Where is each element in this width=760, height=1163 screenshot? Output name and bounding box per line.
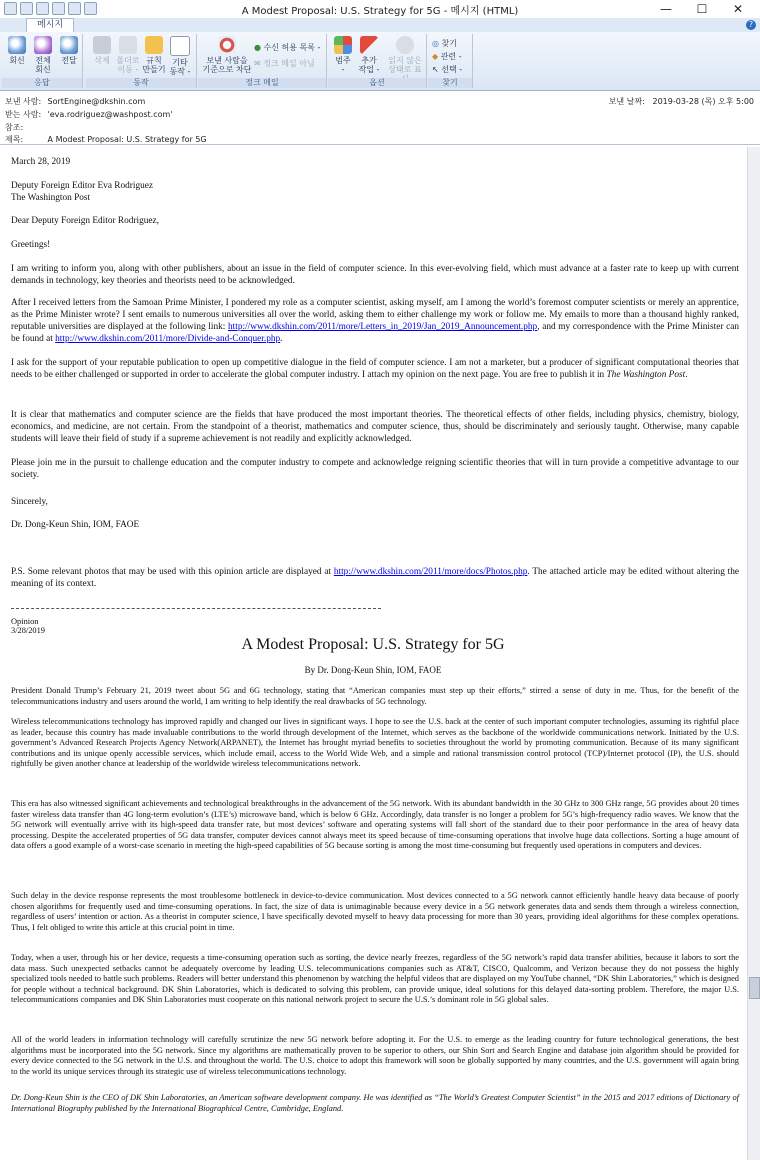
group-actions <box>86 34 197 88</box>
message-header <box>0 91 760 145</box>
maximize-button[interactable]: ☐ <box>696 2 708 16</box>
announcement-link[interactable]: http://www.dkshin.com/2011/more/Letters_in_2019/Jan_2019_Announcement.php <box>228 322 538 332</box>
tab-message[interactable]: 메시지 <box>26 18 74 33</box>
letter-paragraph-3 <box>11 357 739 381</box>
move-label-2: 이동 - <box>117 65 139 74</box>
letter-address-line-1: Deputy Foreign Editor Eva Rodriguez <box>11 181 154 191</box>
block-sender-icon <box>218 36 236 54</box>
letter-signature: Dr. Dong-Keun Shin, IOM, FAOE <box>11 520 140 530</box>
message-body <box>0 147 746 1160</box>
close-button[interactable]: ✕ <box>732 2 744 16</box>
categorize-icon <box>334 36 352 54</box>
minimize-button[interactable]: — <box>660 2 672 16</box>
delete-label: 삭제 <box>94 56 110 65</box>
from-label: 보낸 사람: <box>5 97 42 106</box>
reply-button[interactable] <box>4 36 30 65</box>
rules-label-1: 규칙 <box>146 56 162 65</box>
article-paragraph-6: All of the world leaders in information technology will carefully scrutinize the new 5G network before adopting it. For the U.S. to emerge as the leading country for future technological generations, the best algorithms must be incorporated into the 5G network. Since my algorithms are mathematically proven to be superior to others, our Shin Sort and Search Engine and database join algorithm should be provided for every device connected to the 5G network in the U.S. and throughout the world. The U.S. choice to adopt this framework will soon be globally supported by many countries, and the U.S. government will again bring to the world its unique services through its strategic use of wireless telecommunications technology. <box>11 1035 739 1076</box>
other-label-2: 동작 - <box>169 67 191 76</box>
create-rule-button[interactable] <box>141 36 167 74</box>
reply-label: 회신 <box>9 56 25 65</box>
rules-label-2: 만들기 <box>142 65 166 74</box>
letter-postscript <box>11 566 739 590</box>
related-icon: ◆ <box>432 52 439 61</box>
reply-all-label-1: 전체 <box>35 56 51 65</box>
followup-label-2: 작업 - <box>358 65 380 74</box>
ribbon <box>0 32 760 91</box>
followup-label-1: 추가 <box>361 56 377 65</box>
move-label-1: 폴더로 <box>116 56 140 65</box>
article-paragraph-4: Such delay in the device response represents the most troublesome bottleneck in device-to-device communication. Most devices connected to a 5G network cannot efficiently handle heavy data because of poorly chosen algorithms for frequently used and time-consuming operations. In fact, the size of data is unimaginable because every device in a 5G network generates data and sends them through a wireless connection, regardless of users’ intention or action. As a theorist in computer science, I have specifically devoted myself to heavy data processing for more than 30 years, providing ideal algorithms for these complex operations. Thus, I felt obliged to write this article at this crucial point in time. <box>11 891 739 932</box>
photos-link[interactable]: http://www.dkshin.com/2011/more/docs/Photos.php <box>333 567 528 577</box>
category-label-1: 범주 <box>335 56 351 65</box>
safe-list-label: 수신 허용 목록 - <box>263 43 321 52</box>
folder-icon <box>119 36 137 54</box>
find-button[interactable] <box>432 38 457 49</box>
reply-icon <box>8 36 26 54</box>
group-options-label: 옵션 <box>328 78 426 88</box>
letter-paragraph-3-text-b: . <box>685 370 688 380</box>
letter-address-line-2: The Washington Post <box>11 193 91 203</box>
not-junk-label: 정크 메일 아님 <box>263 59 315 68</box>
safe-list-button[interactable] <box>254 42 320 53</box>
block-label-1: 보낸 사람을 <box>206 56 248 65</box>
letter-paragraph-2-text-c: . <box>280 334 283 344</box>
letter-paragraph-1: I am writing to inform you, along with other publishers, about an issue in the field of computer science. In this ever-evolving field, which must advance at a faster rate to keep up with current demands in technology, key theories and theorists need to be acknowledged. <box>11 264 739 286</box>
select-label: 선택 - <box>441 65 463 74</box>
cursor-icon: ↖ <box>432 65 439 74</box>
other-label-1: 기타 <box>172 58 188 67</box>
vertical-scrollbar[interactable] <box>747 147 760 1160</box>
sent-label: 보낸 날짜: <box>608 97 645 106</box>
cc-row <box>5 122 45 133</box>
article-paragraph-1: President Donald Trump’s February 21, 2019 tweet about 5G and 6G technology, stating that “American companies must step up their efforts,” stirred a sense of duty in me. Thus, for the benefit of the telecommunications industry and users around the world, I am writing to help identify the real drawbacks of 5G technology. <box>11 686 739 706</box>
letter-greeting: Greetings! <box>11 240 51 250</box>
mark-unread-button[interactable] <box>386 36 424 83</box>
sent-value: 2019-03-28 (목) 오후 5:00 <box>652 97 754 106</box>
letter-paragraph-5: Please join me in the pursuit to challenge education and the computer industry to compete and acknowledge reigning scientific theories that will in turn provide a competitive advantage to our society. <box>11 458 739 480</box>
subject-label: 제목: <box>5 135 24 144</box>
letter-paragraph-2-text-b: , and my correspondence with the Prime Minister can be found at <box>11 322 739 344</box>
other-actions-button[interactable] <box>167 36 193 76</box>
group-find <box>428 34 473 88</box>
letter-salutation: Dear Deputy Foreign Editor Rodriguez, <box>11 216 159 226</box>
letter-date: March 28, 2019 <box>11 157 71 167</box>
group-find-label: 찾기 <box>428 78 472 88</box>
mark-unread-label-2: 상태로 표 <box>388 65 422 74</box>
article-byline: By Dr. Dong-Keun Shin, IOM, FAOE <box>304 665 442 675</box>
forward-icon <box>60 36 78 54</box>
to-value[interactable]: 'eva.rodriguez@washpost.com' <box>47 110 173 119</box>
block-label-2: 기준으로 차단 <box>202 65 252 74</box>
author-bio: Dr. Dong-Keun Shin is the CEO of DK Shin Laboratories, an American software development company. He was identified as “The World’s Greatest Computer Scientist” in the 2015 and 2017 editions of Dictionary of International Biography published by the International Biographical Centre, Cambridge, England. <box>11 1093 739 1113</box>
article-title: A Modest Proposal: U.S. Strategy for 5G <box>241 636 505 653</box>
article-paragraph-5: Today, when a user, through his or her device, requests a time-consuming operation such as sorting, the device nearly freezes, regardless of the 5G network’s rapid data transfer abilities, because it labors to sort the data mass. Such unexpected setbacks cannot be adequately overcome by leading U.S. telecommunications companies such as AT&T, CISCO, Qualcomm, and Verizon because they do not possess the highly specialized tools needed to battle such problems. Readers will better understand this phenomenon by watching the helpful videos that are displayed on my YouTube channel, “DK Shin Laboratories,” which is designed for people without a technical background. DK Shin Laboratories, which is dedicated to solving this problem, can provide unique, ideal solutions for this delayed data-sorting problem. Therefore, the major U.S. telecommunications companies and DK Shin Laboratories must cooperate on this national network project to secure the U.S.’s dominant role in 5G global sales. <box>11 953 739 1004</box>
letter-paragraph-2-text-a: After I received letters from the Samoan Prime Minister, I pondered my role as a computer scientist, asking myself, am I among the world’s foremost computer scientists or merely an apprentice, as the Prime Minister wrote? I sent emails to numerous universities all over the world, asking them to either challenge my work or follow me. My emails to more than a thousand highly ranked, reputable universities are displayed at the following link: <box>11 298 739 332</box>
not-junk-icon: ✉ <box>254 59 261 68</box>
window-controls <box>648 0 756 18</box>
letter-paragraph-3-text-a: I ask for the support of your reputable publication to open up competitive dialogue in the field of computer science. I am not a marketer, but a producer of significant computational theories that needs to be either challenged or supported in order to accelerate the global computer industry. I attach my opinion on the next page. You are free to publish it in <box>11 358 739 380</box>
from-value[interactable]: SortEngine@dkshin.com <box>47 97 146 106</box>
delete-button[interactable] <box>89 36 115 65</box>
letter-paragraph-2 <box>11 297 739 345</box>
ribbon-tabs <box>0 18 760 32</box>
group-options <box>328 34 427 88</box>
scrollbar-thumb[interactable] <box>749 977 760 999</box>
letter-paragraph-4: It is clear that mathematics and computer science are the fields that have produced the most important theories. The theoretical effects of other fields, including physics, chemistry, biology, economics, and medicine, are not certain. From the standpoint of a theorist, mathematics and computer science, thus, should be discriminately and seriously taught. Otherwise, many capable students will leave their field of study if a supreme achievement is not readily and explicitly acknowledged. <box>11 410 739 444</box>
reply-all-button[interactable] <box>30 36 56 74</box>
group-junk <box>198 34 327 88</box>
postscript-text-b: . The attached article may be edited without altering the meaning of its context. <box>11 567 739 589</box>
related-label: 관련 - <box>440 52 462 61</box>
block-sender-button[interactable] <box>202 36 252 74</box>
category-label-2: - <box>341 65 345 74</box>
subject-value: A Modest Proposal: U.S. Strategy for 5G <box>47 135 207 144</box>
sent-row <box>609 96 754 107</box>
group-respond-label: 응답 <box>2 78 82 88</box>
reply-all-icon <box>34 36 52 54</box>
from-row <box>5 96 145 107</box>
delete-icon <box>93 36 111 54</box>
related-button[interactable] <box>432 51 462 62</box>
find-label: 찾기 <box>441 39 457 48</box>
categorize-button[interactable] <box>330 36 356 74</box>
move-to-folder-button[interactable] <box>115 36 141 74</box>
mark-unread-icon <box>396 36 414 54</box>
publication-name: The Washington Post <box>606 370 686 380</box>
divide-and-conquer-link[interactable]: http://www.dkshin.com/2011/more/Divide-and-Conquer.php <box>55 334 281 344</box>
not-junk-button[interactable] <box>254 58 315 69</box>
article-date: 3/28/2019 <box>11 626 45 635</box>
safe-list-icon: ● <box>254 43 261 52</box>
window-title: A Modest Proposal: U.S. Strategy for 5G - 메시지 (HTML) <box>241 6 519 17</box>
binoculars-icon: ◎ <box>432 39 439 48</box>
postscript-text-a: P.S. Some relevant photos that may be used with this opinion article are displayed at <box>11 567 334 577</box>
group-respond <box>2 34 83 88</box>
to-label: 받는 사람: <box>5 110 42 119</box>
follow-up-button[interactable] <box>356 36 382 74</box>
cc-label: 참조: <box>5 123 24 132</box>
article-paragraph-2: Wireless telecommunications technology has improved rapidly and changed our lives in significant ways. I hope to see the U.S. back at the center of such important computer technologies, assuming its rightful place as leader, because this country has made invaluable contributions to the world through development of the Internet, which serves as the backbone of the worldwide communications network. Initiated by the U.S. government’s Advanced Research Projects Agency Network(ARPANET), the Internet has brought myriad benefits to societies throughout the world by promoting communication. Because of its many significant contributions and its unique openly accessible services, which include email, access to the World Wide Web, and a simple and rational transmission control protocol (TCP)/Internet protocol (IP), the U.S. should rightfully be given another chance at leadership of the worldwide wireless telecommunications network. <box>11 717 739 768</box>
document-icon <box>170 36 190 56</box>
rule-icon <box>145 36 163 54</box>
group-junk-label: 정크 메일 <box>198 78 326 88</box>
group-actions-label: 동작 <box>86 78 196 88</box>
select-button[interactable] <box>432 64 462 75</box>
header-divider <box>0 144 760 145</box>
section-divider <box>11 608 381 609</box>
forward-label: 전달 <box>61 56 77 65</box>
letter-closing: Sincerely, <box>11 497 48 507</box>
forward-button[interactable] <box>56 36 82 65</box>
article-paragraph-3: This era has also witnessed significant achievements and technological breakthroughs in the advancement of the 5G network. With its abundant bandwidth in the 30 GHz to 300 GHz range, 5G provides about 20 times faster wireless data transfer than 4G long-term evolution’s (LTE’s) microwave band, which is below 6 GHz. Accordingly, data transfer is no longer a problem for 5G’s high-frequency radio waves. We know that the 5G network will eventually arrive with its high-speed data transfer rate, but most devices’ software and operating systems will fall short of the standard due to their poor performance in the area of heavy data processing. Despite the accelerated properties of 5G data transfer, computer devices cannot always meet its speed because of time-consuming operations that involve huge data collections. Sorting a huge amount of data offers a good example of a worst-case scenario in meeting the high-speed capabilities of 5G because sorting is among the most time-consuming but frequently used operations in computers and devices. <box>11 799 739 850</box>
article-section: Opinion <box>11 617 39 626</box>
to-row <box>5 109 173 120</box>
flag-icon <box>360 36 378 54</box>
mark-unread-label-1: 읽지 않은 <box>388 56 422 65</box>
title-bar <box>0 0 760 19</box>
reply-all-label-2: 회신 <box>35 65 51 74</box>
help-icon[interactable]: ? <box>746 20 756 30</box>
